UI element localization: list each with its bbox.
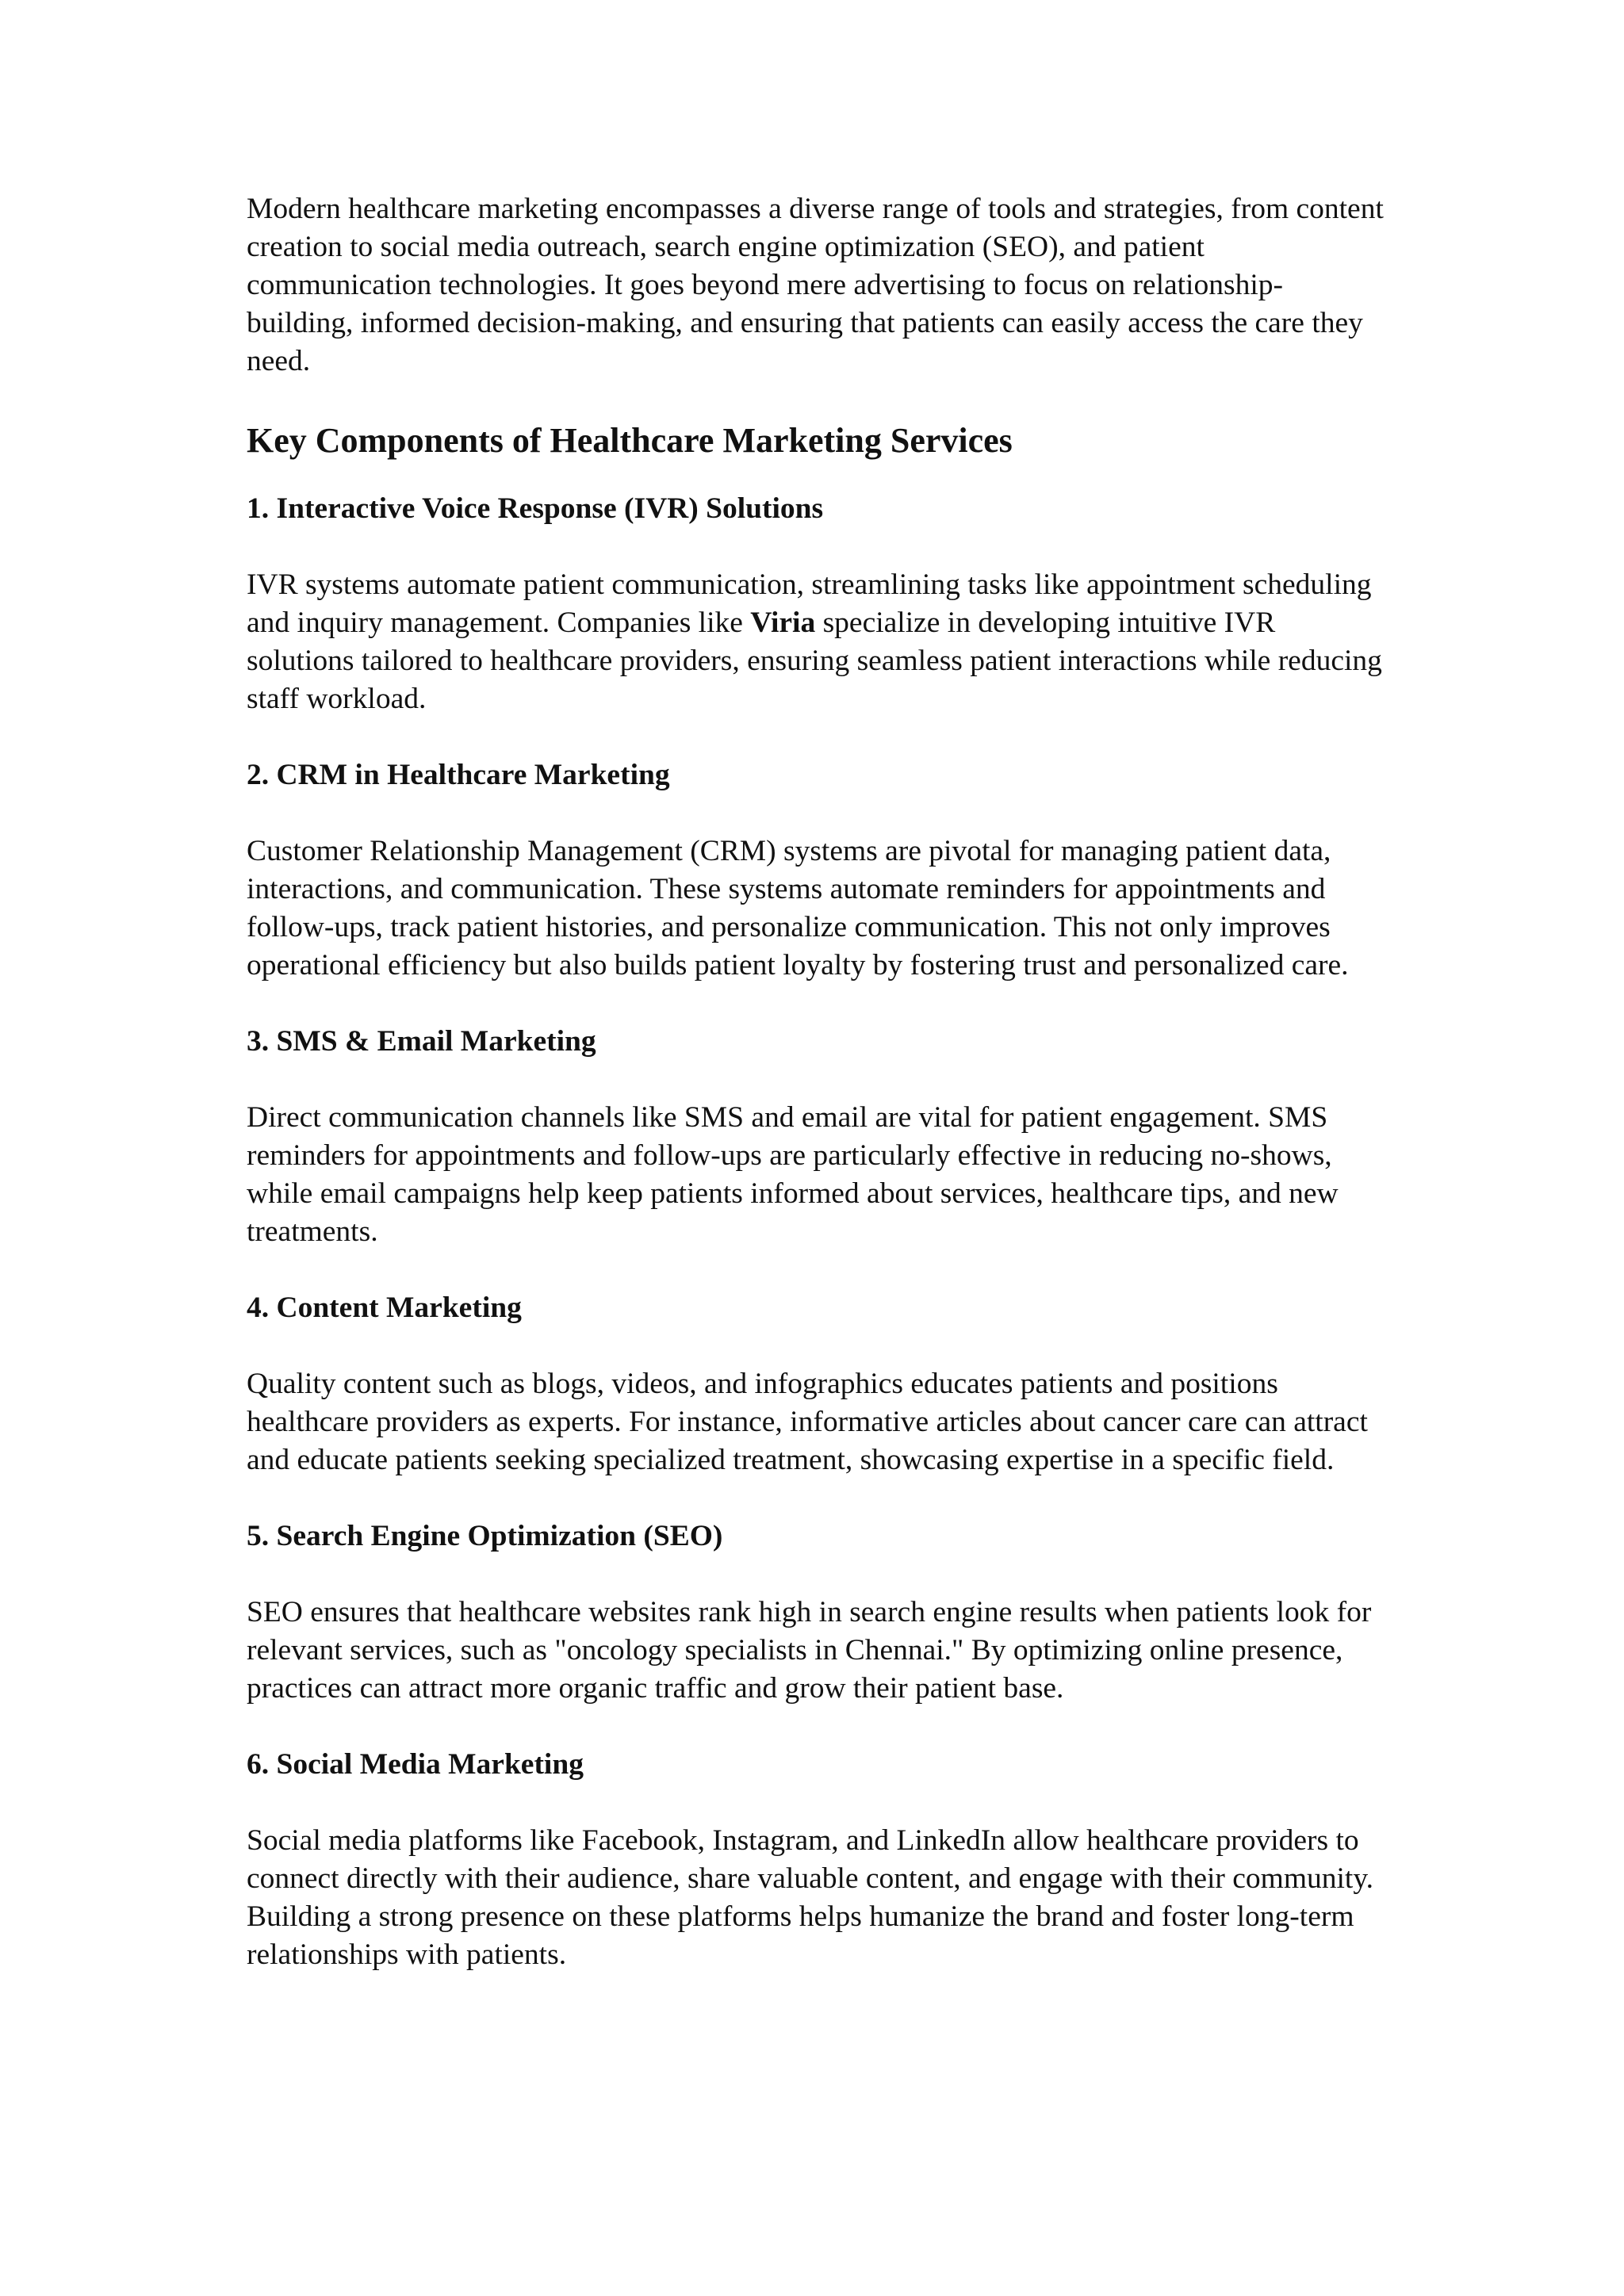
heading-seo: 5. Search Engine Optimization (SEO) [247, 1520, 723, 1552]
document-page [247, 190, 1388, 1974]
paragraph-crm: Customer Relationship Management (CRM) systems are pivotal for managing patient data, interactions, and communication. These systems automate reminders for appointments and follow-ups, track patient histories, and personalize communication. This not only improves operational efficiency but also builds patient loyalty by fostering trust and personalized care. [247, 835, 1349, 982]
paragraph-content-marketing: Quality content such as blogs, videos, and infographics educates patients and positions healthcare providers as experts. For instance, informative articles about cancer care can attract and educate patients seeking specialized treatment, showcasing expertise in a specific field. [247, 1368, 1368, 1476]
heading-sms-email: 3. SMS & Email Marketing [247, 1025, 596, 1058]
heading-crm: 2. CRM in Healthcare Marketing [247, 759, 670, 791]
paragraph-social-media: Social media platforms like Facebook, Instagram, and LinkedIn allow healthcare providers to connect directly with their audience, share valuable content, and engage with their community. Building a strong presence on these platforms helps humanize the brand and foster long-term relationships with patients. [247, 1824, 1374, 1971]
paragraph-sms-email: Direct communication channels like SMS and email are vital for patient engagement. SMS reminders for appointments and follow-ups are particularly effective in reducing no-shows, while email campaigns help keep patients informed about services, healthcare tips, and new treatments. [247, 1101, 1339, 1248]
paragraph-seo: SEO ensures that healthcare websites rank high in search engine results when patients look for relevant services, such as "oncology specialists in Chennai." By optimizing online presence, practices can attract more organic traffic and grow their patient base. [247, 1596, 1372, 1705]
paragraph-ivr-part1: IVR systems automate patient communication, streamlining tasks like appointment scheduling and inquiry management. Companies like [247, 568, 1372, 639]
paragraph-ivr-part2: specialize in developing intuitive IVR solutions tailored to healthcare providers, ensuring seamless patient interactions while reducing staff workload. [247, 607, 1382, 715]
intro-paragraph: Modern healthcare marketing encompasses a diverse range of tools and strategies, from content creation to social media outreach, search engine optimization (SEO), and patient communication technologies. It goes beyond mere advertising to focus on relationship-building, informed decision-making, and ensuring that patients can easily access the care they need. [247, 193, 1384, 377]
paragraph-ivr [247, 566, 1388, 718]
heading-content-marketing: 4. Content Marketing [247, 1292, 522, 1324]
company-name-viria: Viria [750, 607, 816, 639]
heading-ivr: 1. Interactive Voice Response (IVR) Solutions [247, 492, 824, 525]
heading-social-media: 6. Social Media Marketing [247, 1748, 584, 1781]
section-heading: Key Components of Healthcare Marketing Services [247, 421, 1013, 460]
